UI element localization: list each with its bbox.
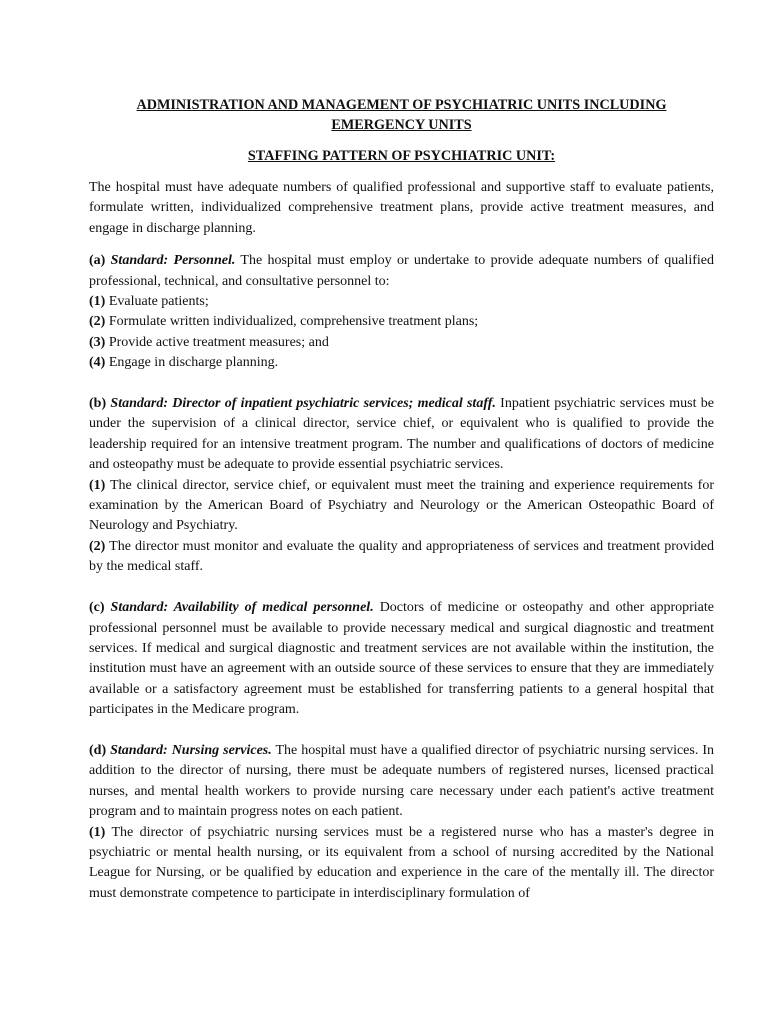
list-item [89,333,714,353]
standard-heading: Standard: Director of inpatient psychiatric services; medical staff. [110,396,496,412]
document-title: ADMINISTRATION AND MANAGEMENT OF PSYCHIATRIC UNITS INCLUDING EMERGENCY UNITS [136,97,667,133]
standard-heading: Standard: Personnel. [110,253,236,269]
intro-paragraph: The hospital must have adequate numbers of qualified professional and supportive staff to evaluate patients, formulate written, individualized comprehensive treatment plans, provide active treatment measures, and engage in discharge planning. [89,180,714,236]
item-number: (3) [89,334,106,350]
list-item [89,537,714,578]
section-text: The hospital must have a qualified director of psychiatric nursing services. In addition to the director of nursing, there must be adequate numbers of registered nurses, licensed practical nurses, and mental health workers to provide nursing care necessary under each patient's active treatment program and to maintain progress notes on each patient. [89,742,715,820]
section-a [89,251,714,373]
item-text: The clinical director, service chief, or equivalent must meet the training and experience requirements for examination by the American Board of Psychiatry and Neurology or the American Osteopathic Board of Neurology and Psychiatry. [89,477,714,534]
section-label: (a) [89,253,106,269]
section-text: Inpatient psychiatric services must be under the supervision of a clinical director, service chief, or equivalent who is qualified to provide the leadership required for an intensive treatment program. The number and qualifications of doctors of medicine and osteopathy must be adequate to provide essential psychiatric services. [89,396,715,473]
section-b [89,394,714,578]
standard-heading: Standard: Nursing services. [110,742,272,758]
item-text: The director of psychiatric nursing services must be a registered nurse who has a master's degree in psychiatric or mental health nursing, or its equivalent from a school of nursing accredited by the National League for Nursing, or be qualified by education and experience in the care of the mentally ill. The director must demonstrate competence to participate in interdisciplinary formulation of [89,824,714,901]
section-b-lead [89,394,714,476]
section-label: (b) [89,396,107,412]
item-number: (1) [89,477,106,493]
document-subtitle: STAFFING PATTERN OF PSYCHIATRIC UNIT: [247,148,556,164]
list-item [89,823,714,905]
list-item [89,353,714,373]
list-item [89,292,714,312]
item-text: Engage in discharge planning. [105,355,279,371]
item-number: (2) [89,314,106,330]
item-number: (1) [89,294,106,310]
section-d [89,741,714,904]
item-number: (2) [89,538,106,554]
standard-heading: Standard: Availability of medical personnel. [110,600,374,616]
section-d-lead [89,741,714,823]
section-c-lead [89,598,714,720]
section-c [89,598,714,720]
section-text: The hospital must employ or undertake to provide adequate numbers of qualified professional, technical, and consultative personnel to: [89,253,714,289]
item-number: (1) [89,824,106,840]
item-text: Formulate written individualized, comprehensive treatment plans; [105,314,479,330]
section-label: (d) [89,742,107,758]
section-text: Doctors of medicine or osteopathy and other appropriate professional personnel must be available to provide necessary medical and surgical diagnostic and treatment services. If medical and surgical diagnostic and treatment services are not available within the institution, the institution must have an agreement with an outside source of these services to ensure that they are immediately available or a satisfactory agreement must be established for transferring patients to a general hospital that participates in the Medicare program. [89,600,715,718]
item-text: The director must monitor and evaluate the quality and appropriateness of services and treatment provided by the medical staff. [89,538,714,575]
list-item [89,476,714,537]
item-text: Provide active treatment measures; and [105,334,329,350]
section-label: (c) [89,600,105,616]
list-item [89,312,714,332]
item-number: (4) [89,355,106,371]
item-text: Evaluate patients; [105,294,209,310]
section-a-lead [89,251,714,292]
